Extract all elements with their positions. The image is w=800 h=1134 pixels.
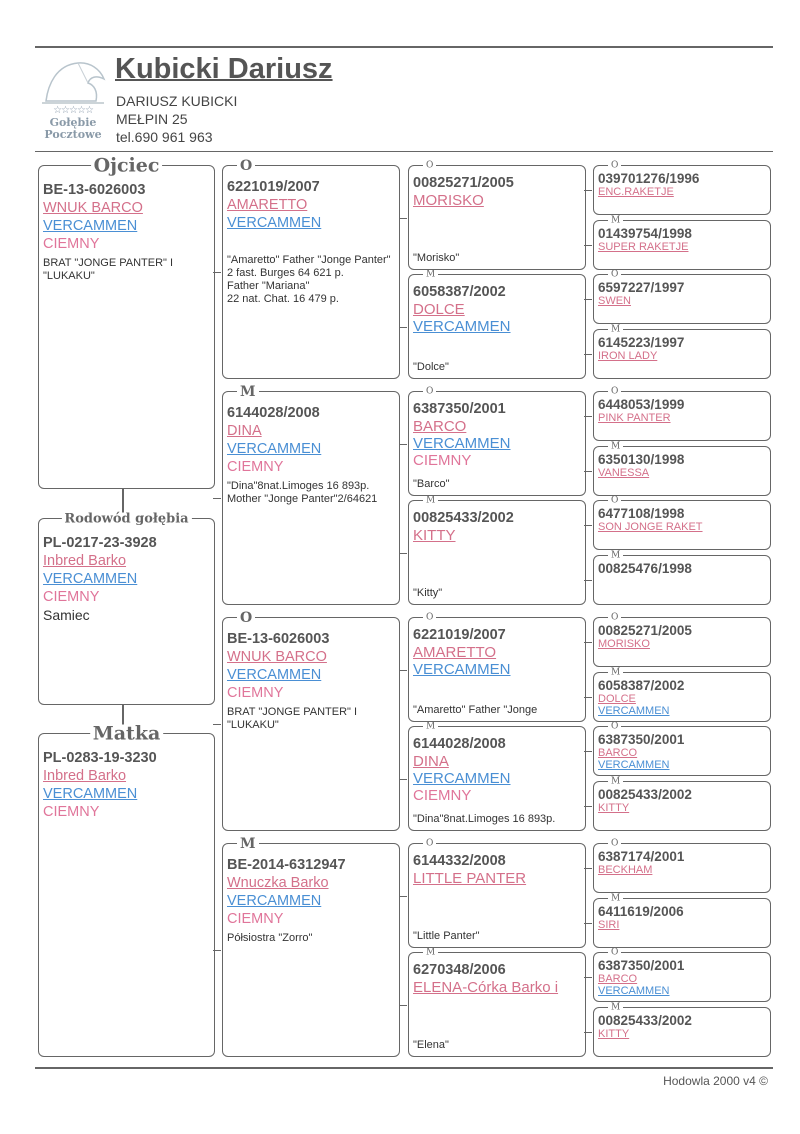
- card-label: M: [423, 723, 438, 732]
- pigeon-name[interactable]: Inbred Barko: [43, 553, 127, 569]
- card-label: O: [423, 162, 436, 171]
- breeder-name[interactable]: VERCAMMEN: [598, 704, 670, 717]
- pigeon-card[interactable]: [593, 776, 771, 831]
- footer-software: Hodowla 2000 v4 ©: [663, 1074, 768, 1088]
- pigeon-color: CIEMNY: [43, 236, 100, 252]
- connector-line: [584, 751, 592, 752]
- connector-line: [399, 670, 407, 671]
- pigeon-notes: "Little Panter": [413, 930, 480, 942]
- ring-number: 6387350/2001: [598, 732, 685, 747]
- ring-number: 6387350/2001: [598, 958, 685, 973]
- owner-name: DARIUSZ KUBICKI: [116, 93, 238, 109]
- pigeon-card[interactable]: [593, 386, 771, 441]
- card-label: O: [423, 840, 436, 849]
- pigeon-name[interactable]: Wnuczka Barko: [227, 875, 329, 891]
- pigeon-name[interactable]: BARCO: [598, 973, 638, 985]
- sire-card[interactable]: [38, 154, 215, 489]
- pigeon-color: CIEMNY: [43, 804, 100, 820]
- pigeon-notes: "Dina"8nat.Limoges 16 893p.: [413, 813, 556, 825]
- breeder-name[interactable]: VERCAMMEN: [43, 786, 138, 802]
- connector-line: [584, 580, 592, 581]
- logo-stars: ☆☆☆☆☆: [53, 105, 93, 116]
- header-divider: [35, 151, 773, 152]
- ring-number: 00825433/2002: [413, 510, 514, 526]
- card-label: O: [423, 388, 436, 397]
- card-label: M: [423, 497, 438, 506]
- pigeon-card[interactable]: [593, 215, 771, 270]
- logo-text-line1: Gołębie: [49, 116, 97, 129]
- ring-number: PL-0283-19-3230: [43, 750, 157, 766]
- card-label: M: [423, 949, 438, 958]
- pigeon-name[interactable]: AMARETTO: [413, 644, 497, 661]
- pigeon-notes: "Dina"8nat.Limoges 16 893p. Mother "Jonge Panter"2/64621: [227, 480, 378, 505]
- card-label: O: [608, 162, 621, 171]
- breeder-name[interactable]: VERCAMMEN: [43, 571, 138, 587]
- pigeon-name[interactable]: KITTY: [598, 801, 630, 814]
- pigeon-card[interactable]: [408, 160, 586, 270]
- ring-number: 00825433/2002: [598, 786, 692, 802]
- pigeon-name[interactable]: AMARETTO: [227, 197, 308, 213]
- breeder-name[interactable]: VERCAMMEN: [227, 667, 322, 683]
- pigeon-name[interactable]: WNUK BARCO: [43, 200, 143, 216]
- card-label: Ojciec: [91, 157, 163, 176]
- breeder-name[interactable]: VERCAMMEN: [227, 215, 322, 231]
- pigeon-card[interactable]: [593, 947, 771, 1002]
- ring-number: 6144332/2008: [413, 853, 506, 869]
- owner-phone: tel.690 961 963: [116, 129, 213, 145]
- pigeon-notes: Półsiostra "Zorro": [227, 932, 313, 944]
- pigeon-notes: "Barco": [413, 478, 450, 490]
- pigeon-name[interactable]: SWEN: [598, 295, 631, 307]
- card-label: M: [608, 1003, 623, 1012]
- pigeon-notes: "Elena": [413, 1039, 449, 1051]
- connector-line: [584, 1032, 592, 1033]
- pigeon-color: CIEMNY: [227, 911, 284, 927]
- ring-number: 6221019/2007: [227, 179, 320, 195]
- pigeon-card[interactable]: [408, 838, 586, 948]
- ring-number: 039701276/1996: [598, 171, 700, 186]
- pigeon-card[interactable]: [593, 667, 771, 722]
- ring-number: 6411619/2006: [598, 903, 684, 919]
- pigeon-color: CIEMNY: [43, 589, 100, 605]
- pigeon-card[interactable]: [593, 269, 771, 324]
- ring-number: BE-13-6026003: [43, 182, 146, 198]
- connector-line: [399, 327, 407, 328]
- ring-number: 6145223/1997: [598, 334, 685, 350]
- card-label: M: [608, 216, 623, 225]
- pigeon-name[interactable]: SUPER RAKETJE: [598, 240, 689, 253]
- pigeon-name[interactable]: BARCO: [598, 747, 638, 759]
- breeder-name[interactable]: VERCAMMEN: [598, 985, 670, 997]
- top-divider: [35, 46, 773, 48]
- ring-number: BE-2014-6312947: [227, 857, 346, 873]
- pigeon-name[interactable]: WNUK BARCO: [227, 649, 327, 665]
- pigeon-name[interactable]: KITTY: [413, 527, 456, 544]
- pigeon-color: CIEMNY: [227, 459, 284, 475]
- ring-number: 6387174/2001: [598, 849, 685, 864]
- ring-number: 6387350/2001: [413, 401, 506, 417]
- card-label: M: [608, 777, 623, 786]
- card-label: O: [608, 614, 621, 623]
- card-label: M: [608, 442, 623, 451]
- pigeon-card[interactable]: [593, 324, 771, 379]
- connector-line: [584, 923, 592, 924]
- pigeon-notes: "Amaretto" Father "Jonge Panter" 2 fast. Burges 64 621 p. Father "Mariana" 22 nat. Chat. 16 479 p.: [227, 254, 391, 305]
- card-label: O: [608, 840, 621, 849]
- ring-number: 6058387/2002: [598, 677, 685, 693]
- ring-number: 6144028/2008: [413, 736, 506, 752]
- connector-line: [584, 416, 592, 417]
- card-label: O: [423, 614, 436, 623]
- pigeon-sex: Samiec: [43, 607, 90, 623]
- card-label: Rodowód gołębia: [61, 513, 191, 526]
- connector-line: [399, 779, 407, 780]
- connector-line: [213, 272, 221, 273]
- pigeon-name[interactable]: DINA: [227, 423, 262, 439]
- card-label: M: [608, 668, 623, 677]
- connector-line: [584, 354, 592, 355]
- ring-number: 6144028/2008: [227, 405, 320, 421]
- ring-number: 00825433/2002: [598, 1012, 692, 1028]
- card-label: O: [608, 271, 621, 280]
- card-label: M: [608, 551, 623, 560]
- pigeon-card[interactable]: [593, 550, 771, 605]
- pigeon-name[interactable]: IRON LADY: [598, 349, 658, 362]
- connector-line: [584, 525, 592, 526]
- pigeon-card[interactable]: [222, 610, 400, 831]
- pigeon-notes: "Amaretto" Father "Jonge: [413, 704, 538, 716]
- connector-line: [399, 444, 407, 445]
- pigeon-card[interactable]: [222, 384, 400, 605]
- pigeon-name[interactable]: LITTLE PANTER: [413, 870, 527, 887]
- dam-card[interactable]: [38, 722, 215, 1057]
- card-label: M: [608, 325, 623, 334]
- pigeon-card[interactable]: [222, 836, 400, 1057]
- pigeon-name[interactable]: DINA: [413, 753, 449, 770]
- connector-line: [584, 245, 592, 246]
- breeder-name[interactable]: VERCAMMEN: [598, 759, 670, 771]
- card-label: O: [608, 497, 621, 506]
- connector-line: [584, 190, 592, 191]
- ring-number: PL-0217-23-3928: [43, 535, 157, 551]
- pigeon-name[interactable]: MORISKO: [413, 192, 484, 209]
- pigeon-card[interactable]: [593, 160, 771, 215]
- pigeon-card[interactable]: [593, 893, 771, 948]
- pigeon-notes: "Dolce": [413, 361, 449, 373]
- pigeon-card[interactable]: [593, 1002, 771, 1057]
- breeder-name[interactable]: VERCAMMEN: [227, 441, 322, 457]
- card-label: M: [423, 271, 438, 280]
- pigeon-card[interactable]: [408, 612, 586, 722]
- connector-line: [584, 868, 592, 869]
- breeder-name[interactable]: VERCAMMEN: [43, 218, 138, 234]
- connector-line: [399, 553, 407, 554]
- connector-line: [584, 806, 592, 807]
- pigeon-card[interactable]: [593, 495, 771, 550]
- connector-line: [584, 299, 592, 300]
- card-label: M: [237, 837, 259, 851]
- breeder-name[interactable]: VERCAMMEN: [413, 770, 511, 787]
- pigeon-name[interactable]: SON JONGE RAKET: [598, 521, 703, 533]
- breeder-name[interactable]: VERCAMMEN: [413, 661, 511, 678]
- pigeon-notes: BRAT "JONGE PANTER" I "LUKAKU": [227, 706, 358, 731]
- ring-number: 6270348/2006: [413, 962, 506, 978]
- card-label: M: [237, 385, 259, 399]
- pigeon-card[interactable]: [593, 721, 771, 776]
- pigeon-notes: "Morisko": [413, 252, 460, 264]
- connector-line: [399, 1005, 407, 1006]
- pigeon-notes: BRAT "JONGE PANTER" I "LUKAKU": [43, 257, 174, 282]
- pigeon-name[interactable]: BECKHAM: [598, 864, 653, 876]
- pigeon-name[interactable]: DOLCE: [413, 301, 465, 318]
- pigeon-name[interactable]: VANESSA: [598, 466, 650, 479]
- connector-line: [213, 950, 221, 951]
- breeder-title: Kubicki Dariusz: [115, 53, 333, 85]
- connector-line: [584, 977, 592, 978]
- ring-number: 6350130/1998: [598, 451, 685, 467]
- ring-number: 00825271/2005: [413, 175, 514, 191]
- pigeon-card[interactable]: [593, 838, 771, 893]
- card-label: O: [237, 159, 255, 173]
- ring-number: 00825476/1998: [598, 560, 692, 576]
- card-label: O: [608, 949, 621, 958]
- pigeon-card[interactable]: [408, 947, 586, 1057]
- pigeon-card[interactable]: [593, 612, 771, 667]
- card-label: Matka: [90, 725, 164, 744]
- breeder-name[interactable]: VERCAMMEN: [413, 435, 511, 452]
- connector-line: [399, 896, 407, 897]
- connector-line: [584, 697, 592, 698]
- pigeon-name[interactable]: DOLCE: [598, 692, 636, 705]
- pigeon-color: CIEMNY: [413, 787, 472, 804]
- pigeon-card[interactable]: [408, 269, 586, 379]
- logo: [36, 55, 110, 147]
- card-label: O: [608, 388, 621, 397]
- pigeon-card[interactable]: [408, 721, 586, 831]
- pigeon-name[interactable]: KITTY: [598, 1027, 630, 1040]
- pigeon-name[interactable]: ELENA-Córka Barko i: [413, 979, 559, 996]
- pigeon-name[interactable]: PINK PANTER: [598, 412, 671, 424]
- pigeon-card[interactable]: [593, 441, 771, 496]
- ring-number: 6058387/2002: [413, 284, 506, 300]
- pigeon-name[interactable]: SIRI: [598, 918, 620, 931]
- card-label: O: [237, 611, 255, 625]
- connector-line: [213, 724, 221, 725]
- bottom-divider: [35, 1067, 773, 1069]
- pigeon-color: CIEMNY: [227, 685, 284, 701]
- breeder-name[interactable]: VERCAMMEN: [227, 893, 322, 909]
- ring-number: BE-13-6026003: [227, 631, 330, 647]
- pigeon-name[interactable]: ENC.RAKETJE: [598, 186, 674, 198]
- ring-number: 6597227/1997: [598, 280, 685, 295]
- pigeon-card[interactable]: [408, 386, 586, 496]
- subject-card[interactable]: [38, 511, 215, 705]
- pigeon-name[interactable]: BARCO: [413, 418, 467, 435]
- ring-number: 6477108/1998: [598, 506, 685, 521]
- connector-line: [584, 642, 592, 643]
- connector-line: [584, 471, 592, 472]
- connector-line: [213, 498, 221, 499]
- pigeon-notes: "Kitty": [413, 587, 443, 599]
- pigeon-name[interactable]: MORISKO: [598, 638, 650, 650]
- ring-number: 6448053/1999: [598, 397, 685, 412]
- logo-text-line2: Pocztowe: [44, 128, 102, 141]
- ring-number: 6221019/2007: [413, 627, 506, 643]
- card-label: M: [608, 894, 623, 903]
- pigeon-card[interactable]: [222, 158, 400, 379]
- card-label: O: [608, 723, 621, 732]
- pigeon-card[interactable]: [408, 495, 586, 605]
- owner-address: MEŁPIN 25: [116, 111, 188, 127]
- connector-line: [399, 218, 407, 219]
- pigeon-logo-icon: [38, 55, 108, 105]
- ring-number: 00825271/2005: [598, 623, 692, 638]
- ring-number: 01439754/1998: [598, 225, 692, 241]
- pigeon-color: CIEMNY: [413, 452, 472, 469]
- pigeon-color: [227, 232, 395, 250]
- pigeon-name[interactable]: Inbred Barko: [43, 768, 127, 784]
- breeder-name[interactable]: VERCAMMEN: [413, 318, 511, 335]
